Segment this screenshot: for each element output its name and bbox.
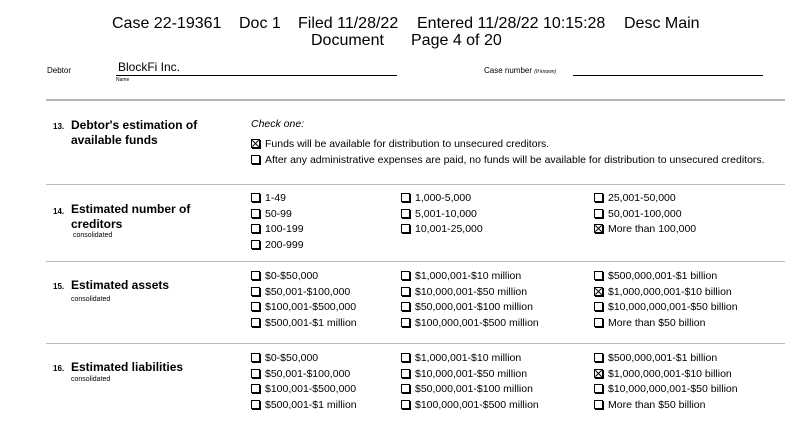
q14-option[interactable]	[401, 207, 477, 221]
checkbox-icon[interactable]	[251, 318, 260, 327]
q13-instruction: Check one:	[251, 118, 305, 130]
checkbox-icon[interactable]	[594, 384, 603, 393]
q15-note: consolidated	[71, 296, 111, 303]
entered-date: Entered 11/28/22 10:15:28	[417, 15, 606, 32]
q15-option-label: $500,000,001-$1 billion	[608, 270, 718, 282]
q13-number: 13.	[53, 122, 65, 131]
q14-option-label: 100-199	[265, 223, 304, 235]
checkbox-icon[interactable]	[594, 271, 603, 280]
case-number-label-text: Case number	[484, 66, 533, 75]
section-divider	[46, 261, 785, 262]
q16-option[interactable]	[251, 382, 356, 396]
q16-option[interactable]	[251, 351, 318, 365]
q15-option[interactable]	[251, 316, 357, 330]
q14-option[interactable]	[594, 222, 696, 236]
q16-option[interactable]	[251, 367, 350, 381]
desc-main: Desc Main	[624, 15, 700, 32]
checkbox-icon[interactable]	[401, 287, 410, 296]
checkbox-icon[interactable]	[251, 287, 260, 296]
section-divider	[46, 343, 785, 344]
checkbox-icon[interactable]	[401, 369, 410, 378]
q16-title: Estimated liabilities	[71, 360, 184, 374]
q14-option-label: 200-999	[265, 238, 304, 251]
checkbox-icon[interactable]	[251, 224, 260, 233]
q15-option[interactable]	[251, 300, 356, 314]
q16-option-label: $1,000,001-$10 million	[415, 352, 522, 364]
q15-option-label: $10,000,001-$50 million	[415, 285, 528, 298]
debtor-name-line	[116, 75, 397, 76]
q16-option[interactable]	[401, 351, 521, 365]
checkbox-icon[interactable]	[594, 369, 603, 378]
q13-option[interactable]	[251, 137, 549, 151]
q14-note: consolidated	[73, 232, 113, 239]
case-number-label	[484, 66, 556, 75]
q16-option-label: $500,000,001-$1 billion	[608, 352, 718, 364]
q16-note: consolidated	[71, 376, 111, 383]
checkbox-icon[interactable]	[251, 302, 260, 311]
q13-option-label: After any administrative expenses are paid, no funds will be available for distribution to unsecured creditors.	[265, 154, 765, 166]
q15-option[interactable]	[401, 300, 533, 314]
checkbox-icon[interactable]	[594, 302, 603, 311]
q14-title-line1: Estimated number of	[71, 202, 191, 216]
q14-option[interactable]	[401, 222, 483, 236]
q14-option[interactable]	[251, 222, 304, 236]
q13-option[interactable]	[251, 153, 765, 167]
q14-option-label: 50,001-100,000	[608, 207, 682, 220]
checkbox-icon[interactable]	[251, 400, 260, 409]
q16-option-label: More than $50 billion	[608, 398, 706, 411]
q15-option-label: $1,000,001-$10 million	[415, 270, 522, 282]
checkbox-icon[interactable]	[401, 384, 410, 393]
checkbox-icon[interactable]	[401, 193, 410, 202]
q16-option-label: $10,000,001-$50 million	[415, 367, 528, 380]
q14-option-label: More than 100,000	[608, 223, 697, 235]
q16-option-label: $50,000,001-$100 million	[415, 383, 533, 395]
checkbox-icon[interactable]	[594, 193, 603, 202]
q15-option-label: $1,000,000,001-$10 billion	[608, 285, 732, 298]
q16-option-label: $50,001-$100,000	[265, 367, 351, 380]
q14-option-label: 1,000-5,000	[415, 192, 472, 204]
q16-option[interactable]	[401, 398, 539, 412]
checkbox-icon[interactable]	[251, 209, 260, 218]
q14-option[interactable]	[594, 207, 682, 221]
q16-option-label: $100,001-$500,000	[265, 383, 357, 395]
case-number-field	[573, 75, 763, 76]
q15-number: 15.	[53, 282, 65, 291]
q15-option-label: $10,000,000,001-$50 billion	[608, 301, 738, 313]
checkbox-icon[interactable]	[401, 353, 410, 362]
q15-option[interactable]	[401, 285, 527, 299]
q14-option[interactable]	[251, 191, 286, 205]
q16-option[interactable]	[401, 382, 533, 396]
checkbox-icon[interactable]	[401, 400, 410, 409]
q14-option-label: 50-99	[265, 207, 292, 220]
q15-option[interactable]	[594, 285, 732, 299]
q16-option-label: $10,000,000,001-$50 billion	[608, 383, 738, 395]
debtor-name: BlockFi Inc.	[118, 60, 181, 74]
q16-option[interactable]	[594, 367, 732, 381]
page-indicator: Page 4 of 20	[411, 32, 502, 49]
checkbox-icon[interactable]	[594, 224, 603, 233]
q16-option-label: $100,000,001-$500 million	[415, 398, 539, 411]
q16-number: 16.	[53, 364, 65, 373]
q14-title-line2: creditors	[71, 217, 123, 231]
q15-option[interactable]	[594, 269, 717, 283]
case-id: Case 22-19361	[112, 15, 222, 32]
q15-option-label: $50,001-$100,000	[265, 285, 351, 298]
checkbox-icon[interactable]	[251, 139, 260, 148]
checkbox-icon[interactable]	[251, 271, 260, 280]
q15-option-label: $100,001-$500,000	[265, 301, 357, 313]
q15-option-label: $0-$50,000	[265, 270, 319, 282]
checkbox-icon[interactable]	[594, 400, 603, 409]
q15-option[interactable]	[251, 269, 318, 283]
filed-date: Filed 11/28/22	[298, 15, 399, 32]
q13-title-line1: Debtor's estimation of	[71, 118, 198, 132]
checkbox-icon[interactable]	[251, 155, 260, 164]
checkbox-icon[interactable]	[594, 318, 603, 327]
q16-option[interactable]	[251, 398, 357, 412]
checkbox-icon[interactable]	[401, 271, 410, 280]
q15-option-label: More than $50 billion	[608, 316, 706, 329]
checkbox-icon[interactable]	[594, 209, 603, 218]
document-label: Document	[311, 32, 384, 49]
q16-option[interactable]	[594, 351, 717, 365]
q13-title	[71, 118, 197, 148]
q15-option[interactable]	[401, 269, 521, 283]
q16-option[interactable]	[594, 398, 705, 412]
checkbox-icon[interactable]	[251, 384, 260, 393]
q14-option-label: 10,001-25,000	[415, 223, 483, 235]
q16-option[interactable]	[594, 382, 738, 396]
q16-option[interactable]	[401, 367, 527, 381]
q14-option-label: 5,001-10,000	[415, 207, 477, 220]
q15-option[interactable]	[401, 316, 539, 330]
q14-title	[71, 202, 190, 232]
case-number-hint: (If known)	[534, 69, 557, 75]
q14-option[interactable]	[251, 207, 292, 221]
checkbox-icon[interactable]	[251, 369, 260, 378]
debtor-label: Debtor	[47, 66, 72, 75]
q15-option[interactable]	[594, 300, 738, 314]
q15-option-label: $500,001-$1 million	[265, 316, 357, 329]
q15-option[interactable]	[251, 285, 350, 299]
q15-title: Estimated assets	[71, 278, 170, 292]
q16-option-label: $0-$50,000	[265, 352, 319, 364]
q16-option-label: $500,001-$1 million	[265, 398, 357, 411]
checkbox-icon[interactable]	[251, 353, 260, 362]
q14-option-label: 25,001-50,000	[608, 192, 676, 204]
checkbox-icon[interactable]	[594, 287, 603, 296]
debtor-name-caption: Name	[116, 77, 130, 83]
section-divider	[46, 184, 785, 185]
q14-option[interactable]	[401, 191, 471, 205]
doc-number: Doc 1	[239, 15, 281, 32]
q15-option-label: $100,000,001-$500 million	[415, 316, 539, 329]
checkbox-icon[interactable]	[401, 209, 410, 218]
checkbox-icon[interactable]	[251, 240, 260, 249]
checkbox-icon[interactable]	[401, 302, 410, 311]
q15-option-label: $50,000,001-$100 million	[415, 301, 533, 313]
q13-option-label: Funds will be available for distribution to unsecured creditors.	[265, 138, 550, 150]
q14-option-label: 1-49	[265, 192, 287, 204]
checkbox-icon[interactable]	[251, 193, 260, 202]
section-divider	[46, 99, 785, 101]
checkbox-icon[interactable]	[594, 353, 603, 362]
q14-number: 14.	[53, 207, 65, 216]
q13-title-line2: available funds	[71, 133, 158, 147]
q14-option[interactable]	[594, 191, 676, 205]
q14-option[interactable]	[251, 238, 304, 252]
q16-option-label: $1,000,000,001-$10 billion	[608, 367, 732, 380]
checkbox-icon[interactable]	[401, 224, 410, 233]
q15-option[interactable]	[594, 316, 705, 330]
checkbox-icon[interactable]	[401, 318, 410, 327]
